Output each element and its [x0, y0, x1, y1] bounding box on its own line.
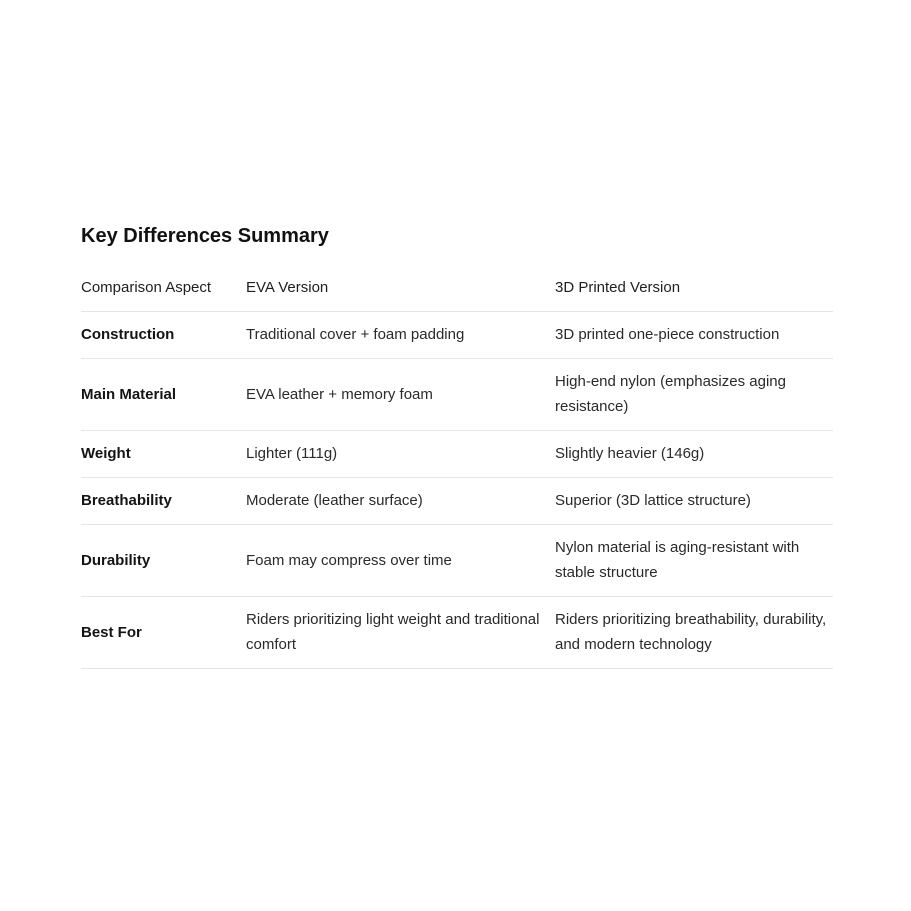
section-title: Key Differences Summary [81, 225, 329, 247]
row-aspect: Weight [81, 431, 246, 478]
table-row [81, 359, 833, 431]
row-printed-value: Nylon material is aging-resistant with stable structure [555, 525, 833, 597]
header-comparison-aspect: Comparison Aspect [81, 275, 246, 312]
table-row [81, 478, 833, 525]
header-row [81, 275, 833, 312]
table-row [81, 525, 833, 597]
row-eva-value: Riders prioritizing light weight and traditional comfort [246, 597, 555, 669]
row-aspect: Best For [81, 597, 246, 669]
row-printed-value: High-end nylon (emphasizes aging resistance) [555, 359, 833, 431]
row-eva-value: Moderate (leather surface) [246, 478, 555, 525]
table-row [81, 312, 833, 359]
header-3d-printed-version: 3D Printed Version [555, 275, 833, 312]
row-printed-value: Riders prioritizing breathability, durability, and modern technology [555, 597, 833, 669]
table-header [81, 275, 833, 312]
row-eva-value: Lighter (111g) [246, 431, 555, 478]
table-body [81, 312, 833, 669]
row-aspect: Durability [81, 525, 246, 597]
row-eva-value: Traditional cover + foam padding [246, 312, 555, 359]
comparison-table [81, 275, 833, 669]
row-eva-value: Foam may compress over time [246, 525, 555, 597]
row-printed-value: 3D printed one-piece construction [555, 312, 833, 359]
row-aspect: Construction [81, 312, 246, 359]
header-eva-version: EVA Version [246, 275, 555, 312]
row-aspect: Breathability [81, 478, 246, 525]
row-aspect: Main Material [81, 359, 246, 431]
row-eva-value: EVA leather + memory foam [246, 359, 555, 431]
summary-section [81, 222, 833, 669]
table-row [81, 597, 833, 669]
row-printed-value: Slightly heavier (146g) [555, 431, 833, 478]
table-row [81, 431, 833, 478]
row-printed-value: Superior (3D lattice structure) [555, 478, 833, 525]
